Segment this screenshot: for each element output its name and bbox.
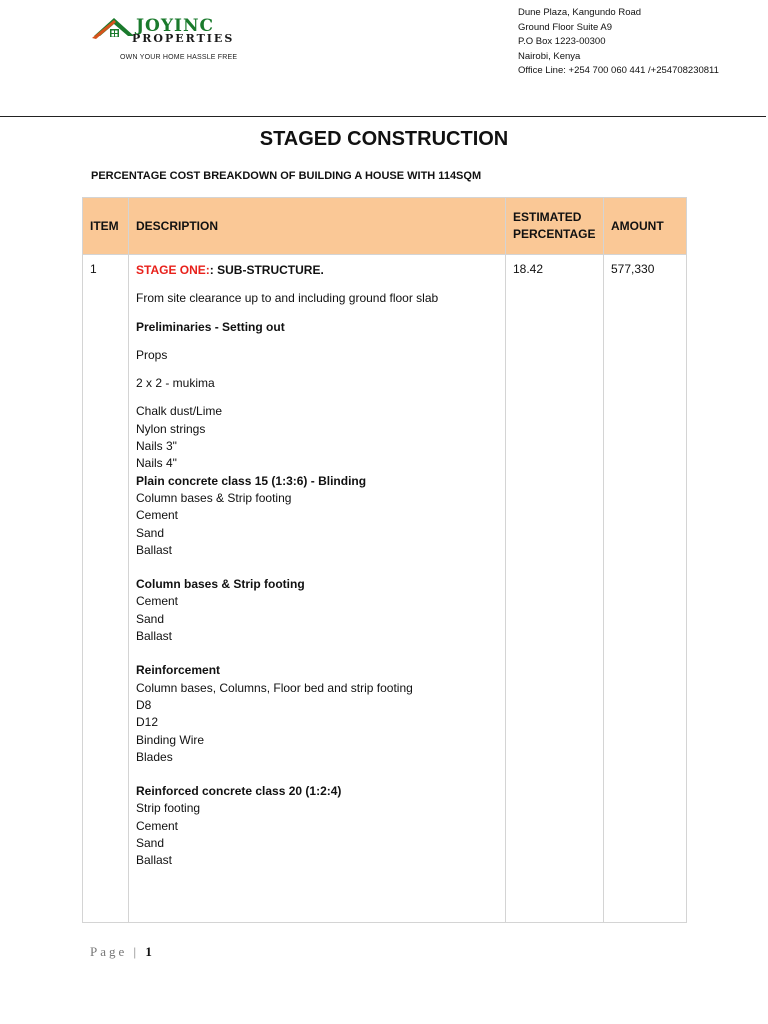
brand-subname: PROPERTIES [132,32,235,45]
description-line: Column bases, Columns, Floor bed and strip footing [136,680,413,695]
table-row [83,255,687,923]
description-line: Sand [136,611,165,626]
page-footer [90,944,152,960]
description-line: Sand [136,525,165,540]
description-line: Cement [136,594,179,609]
page-title: STAGED CONSTRUCTION [259,128,509,150]
description-line: Preliminaries - Setting out [136,319,285,334]
address-line: Nairobi, Kenya [518,50,581,62]
header-percentage [506,198,604,255]
brand-name: JOYINC [136,16,215,36]
address-line: Ground Floor Suite A9 [518,21,612,33]
description-line: From site clearance up to and including ground floor slab [136,291,439,306]
header-divider [0,116,766,117]
description-cell [129,255,506,923]
stage-label: STAGE ONE: [136,263,210,277]
header-amount: AMOUNT [604,198,687,255]
address-line: P.O Box 1223-00300 [518,36,606,47]
tagline: OWN YOUR HOME HASSLE FREE [120,54,238,61]
description-line: Ballast [136,629,173,644]
description-line: Cement [136,818,179,833]
company-address [518,6,719,79]
description-line: Props [136,347,168,362]
description-line: D8 [136,697,152,712]
estimated-percentage: 18.42 [506,255,604,923]
description-line: Binding Wire [136,732,205,747]
header-item: ITEM [83,198,129,255]
header-percentage-line: PERCENTAGE [513,227,596,241]
stage-title: : SUB-STRUCTURE. [209,263,324,277]
description-line: Nails 4" [136,456,177,471]
description-line: Strip footing [136,801,201,816]
description-line: Ballast [136,853,173,868]
description-line: 2 x 2 - mukima [136,376,215,391]
description-line: Plain concrete class 15 (1:3:6) - Blinding [136,473,367,488]
description-line: Cement [136,508,179,523]
stage-heading [136,262,498,279]
amount-value: 577,330 [604,255,687,923]
page-subtitle: PERCENTAGE COST BREAKDOWN OF BUILDING A HOUSE WITH 114SQM [91,170,482,182]
page-label: Page | [90,944,140,959]
description-line: Ballast [136,542,173,557]
cost-breakdown-table [82,197,687,923]
house-roof-icon [92,14,136,44]
table-header-row [83,198,687,255]
description-line: Chalk dust/Lime [136,404,223,419]
description-line: Reinforcement [136,663,221,678]
description-line: Reinforced concrete class 20 (1:2:4) [136,784,342,799]
description-line: Sand [136,836,165,851]
address-line: Dune Plaza, Kangundo Road [518,7,642,18]
page-number: 1 [145,944,152,959]
description-line: Column bases & Strip footing [136,490,292,505]
address-line: Office Line: +254 700 060 441 /+254708230811 [518,65,719,76]
description-line: Blades [136,749,173,764]
header-description: DESCRIPTION [129,198,506,255]
description-line: Nylon strings [136,421,206,436]
header-percentage-line: ESTIMATED [513,210,582,224]
description-line: D12 [136,715,159,730]
description-line: Column bases & Strip footing [136,577,305,592]
item-number: 1 [83,255,129,923]
description-line: Nails 3" [136,439,177,454]
